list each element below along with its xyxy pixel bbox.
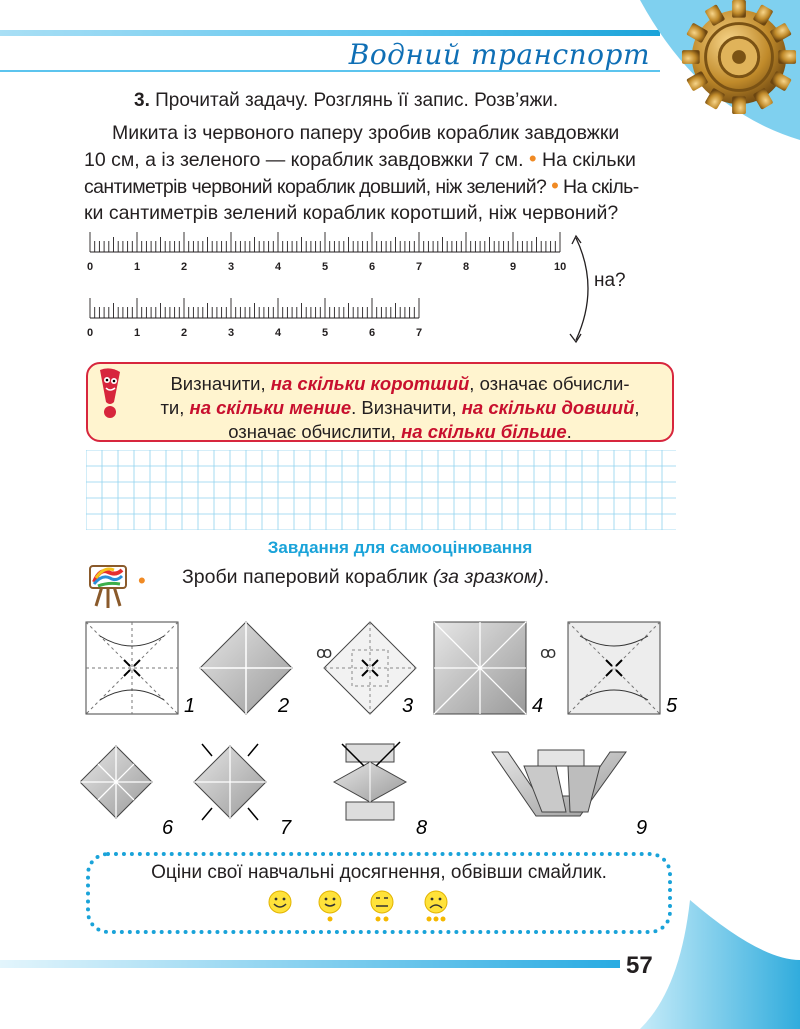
ruler-tick-label: 8 bbox=[463, 261, 470, 273]
instruction-end: . bbox=[543, 566, 550, 588]
ruler-tick-label: 6 bbox=[369, 261, 376, 273]
origami-step-5 bbox=[568, 622, 660, 714]
question-2-start: На скіль- bbox=[563, 176, 639, 198]
ruler-tick-label: 2 bbox=[181, 261, 188, 273]
origami-step-7 bbox=[194, 744, 266, 820]
question-1-start: На скільки bbox=[542, 149, 636, 171]
figure-number: 9 bbox=[636, 817, 648, 839]
flip-icon: ꝏ bbox=[540, 645, 557, 662]
problem-text bbox=[84, 120, 688, 226]
ruler-tick-label: 9 bbox=[510, 261, 517, 273]
origami-steps-diagram bbox=[80, 616, 690, 846]
origami-step-4 bbox=[434, 622, 526, 714]
question-1-end: сантиметрів червоний кораблик довший, ніж зелений? bbox=[84, 176, 547, 198]
figure-number: 5 bbox=[666, 695, 678, 717]
rule-note-text bbox=[130, 372, 670, 444]
note-text-part: . bbox=[566, 421, 572, 442]
note-text-part: , означає обчисли- bbox=[469, 373, 630, 394]
ruler-10cm bbox=[87, 232, 566, 273]
question-2-end: ки сантиметрів зелений кораблик коротший, ніж червоний? bbox=[84, 202, 619, 224]
question-label: на? bbox=[594, 270, 626, 291]
note-text-part: Визначити, bbox=[170, 373, 271, 394]
task-instruction bbox=[134, 90, 558, 112]
sad-face-three-dots-icon[interactable] bbox=[425, 891, 447, 922]
note-highlight: на скільки довший bbox=[461, 397, 635, 418]
note-highlight: на скільки менше bbox=[189, 397, 352, 418]
note-highlight: на скільки коротший bbox=[270, 373, 470, 394]
ruler-7cm bbox=[87, 298, 422, 339]
ruler-tick-label: 3 bbox=[228, 327, 235, 339]
answer-grid[interactable] bbox=[86, 450, 676, 530]
origami-step-9-boat bbox=[492, 750, 626, 816]
self-assessment-prompt: Оціни свої навчальні досягнення, обвівши смайлик. bbox=[151, 862, 607, 883]
note-text-part: означає обчислити, bbox=[228, 421, 402, 442]
figure-number: 4 bbox=[532, 695, 544, 717]
smiley-row bbox=[250, 886, 490, 926]
self-assessment-title: Завдання для самооцінювання bbox=[267, 538, 533, 557]
bullet-dot-icon: • bbox=[138, 568, 146, 593]
ruler-tick-label: 2 bbox=[181, 327, 188, 339]
flip-icon: ꝏ bbox=[316, 645, 333, 662]
task-number: 3. bbox=[134, 90, 150, 111]
figure-number: 6 bbox=[162, 817, 174, 839]
ruler-tick-label: 6 bbox=[369, 327, 376, 339]
ruler-tick-label: 10 bbox=[554, 261, 567, 273]
note-text-part: ти, bbox=[160, 397, 190, 418]
gear-icon bbox=[680, 0, 798, 116]
footer-bar bbox=[0, 960, 620, 968]
ruler-tick-label: 3 bbox=[228, 261, 235, 273]
ruler-tick-label: 4 bbox=[275, 327, 282, 339]
arrow-head-down-icon bbox=[570, 334, 581, 342]
problem-line-1: Микита із червоного паперу зробив кораблик завдовжки bbox=[112, 122, 620, 144]
make-boat-instruction bbox=[182, 566, 549, 589]
problem-line-2: 10 см, а із зеленого — кораблик завдовжки 7 см. bbox=[84, 149, 524, 171]
ruler-tick-label: 5 bbox=[322, 327, 329, 339]
neutral-face-two-dots-icon[interactable] bbox=[371, 891, 393, 922]
bullet-dot-icon: • bbox=[551, 173, 559, 198]
instruction-italic: (за зразком) bbox=[432, 566, 544, 588]
ruler-tick-label: 1 bbox=[134, 327, 141, 339]
ruler-tick-label: 7 bbox=[416, 327, 423, 339]
page-number: 57 bbox=[626, 952, 653, 979]
ruler-tick-label: 5 bbox=[322, 261, 329, 273]
task-instruction-text: Прочитай задачу. Розглянь її запис. Розв’яжи. bbox=[155, 90, 559, 111]
smile-face-one-dot-icon[interactable] bbox=[319, 891, 341, 922]
origami-step-6 bbox=[80, 746, 152, 818]
note-text-part: , bbox=[634, 397, 640, 418]
figure-number: 1 bbox=[184, 695, 196, 717]
ruler-tick-label: 4 bbox=[275, 261, 282, 273]
rulers-diagram bbox=[84, 228, 684, 358]
note-highlight: на скільки більше bbox=[401, 421, 567, 442]
ruler-tick-label: 7 bbox=[416, 261, 423, 273]
note-text-part: . Визначити, bbox=[351, 397, 462, 418]
figure-number: 8 bbox=[416, 817, 428, 839]
easel-palette-icon bbox=[86, 560, 130, 610]
origami-step-8 bbox=[334, 742, 406, 820]
ruler-tick-label: 0 bbox=[87, 261, 94, 273]
smile-face-icon[interactable] bbox=[269, 891, 291, 913]
chapter-title: Водний транспорт bbox=[348, 38, 650, 71]
exclamation-mascot-icon bbox=[94, 366, 126, 420]
ruler-tick-label: 1 bbox=[134, 261, 141, 273]
figure-number: 3 bbox=[402, 695, 414, 717]
figure-number: 7 bbox=[280, 817, 292, 839]
ruler-tick-label: 0 bbox=[87, 327, 94, 339]
figure-number: 2 bbox=[278, 695, 290, 717]
instruction-text: Зроби паперовий кораблик bbox=[182, 566, 433, 588]
bullet-dot-icon: • bbox=[528, 146, 537, 171]
comparison-arrow bbox=[576, 238, 588, 340]
origami-step-1 bbox=[86, 622, 178, 714]
